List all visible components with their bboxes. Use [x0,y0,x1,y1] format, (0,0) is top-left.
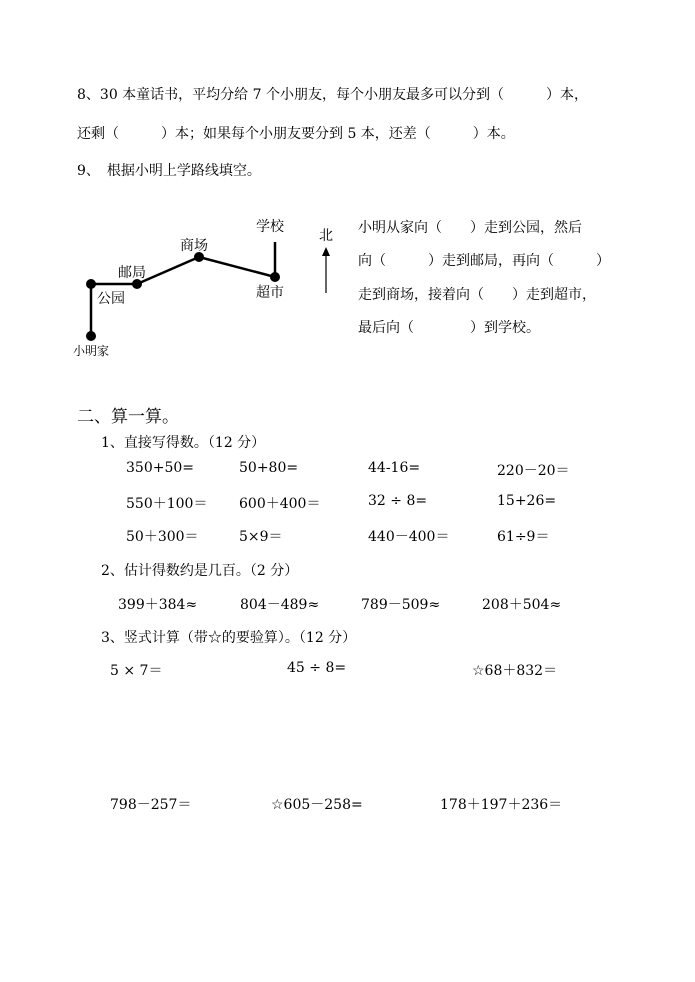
route-path [91,242,275,336]
park-label: 公园 [97,291,125,307]
vertical-calc-item: 5 × 7＝ [110,663,163,679]
calc-item: 350+50= [126,460,194,476]
calc-item: 15+26= [497,493,557,509]
calc-item: 600＋400＝ [239,496,321,512]
q9-text-line1: 小明从家向（ ）走到公园，然后 [358,220,582,236]
home-label: 小明家 [73,344,110,358]
estimate-item: 399＋384≈ [118,597,198,613]
calc-item: 220－20＝ [497,463,570,479]
north-arrow-icon [322,247,330,256]
calc-item: 50+80= [239,460,299,476]
q9-text-line2: 向（ ）走到邮局，再向（ ） [358,253,610,269]
supermarket-dot [270,272,280,282]
estimate-item: 789－509≈ [361,597,441,613]
calc-item: 32 ÷ 8= [368,493,428,509]
calc-item: 61÷9＝ [497,529,550,545]
estimate-item: 208＋504≈ [482,597,562,613]
park-dot [86,279,96,289]
post-office-label: 邮局 [118,265,146,281]
q9-title: 9、 根据小明上学路线填空。 [77,163,261,179]
q9-text-line3: 走到商场，接着向（ ）走到超市， [358,287,596,303]
calc-item: 50＋300＝ [126,529,199,545]
calc-item: 5×9＝ [239,529,283,545]
home-dot [86,331,96,341]
q9-text-line4: 最后向（ ）到学校。 [358,320,540,336]
north-label: 北 [319,228,333,244]
vertical-calc-item: ☆605－258= [271,797,363,813]
vertical-calc-item: ☆68＋832＝ [472,663,558,679]
calc-item: 440－400＝ [368,529,450,545]
school-label: 学校 [256,219,284,235]
route-map [60,205,350,365]
q8-line1: 8、30 本童话书，平均分给 7 个小朋友，每个小朋友最多可以分到（ ）本， [77,87,588,103]
section2-title: 二、算一算。 [77,407,179,427]
estimate-item: 804－489≈ [240,597,320,613]
vertical-calc-item: 178＋197＋236＝ [440,797,563,813]
calc-item: 550＋100＝ [126,496,208,512]
p3-title: 3、竖式计算（带☆的要验算）。（12 分） [101,630,357,646]
q8-line2: 还剩（ ）本；如果每个小朋友要分到 5 本，还差（ ）本。 [77,126,515,142]
supermarket-label: 超市 [256,285,284,301]
mall-label: 商场 [180,238,208,254]
vertical-calc-item: 798－257＝ [110,797,192,813]
vertical-calc-item: 45 ÷ 8= [287,660,347,676]
p2-title: 2、估计得数约是几百。（2 分） [101,563,299,579]
p1-title: 1、直接写得数。（12 分） [101,435,266,451]
calc-item: 44-16= [368,460,421,476]
